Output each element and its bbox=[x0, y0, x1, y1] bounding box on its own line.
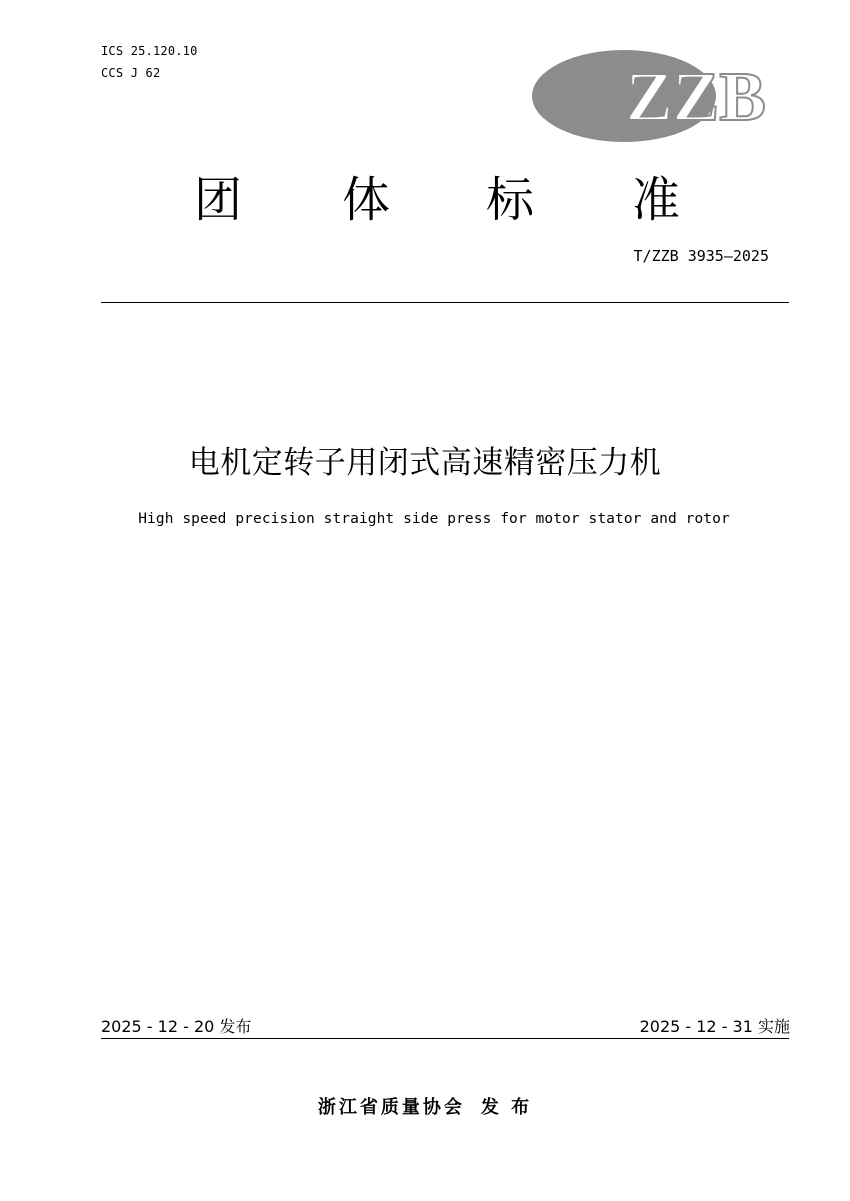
zzb-logo bbox=[530, 44, 770, 144]
standard-type-char-2: 体 bbox=[341, 172, 390, 228]
publish-action: 发 布 bbox=[480, 1097, 533, 1118]
publisher-line bbox=[0, 1095, 850, 1121]
ics-code: ICS 25.120.10 bbox=[101, 44, 198, 58]
standard-number: T/ZZB 3935—2025 bbox=[633, 247, 769, 265]
title-english: High speed precision straight side press for motor stator and rotor bbox=[138, 511, 730, 527]
footer-divider bbox=[101, 1038, 789, 1039]
publisher-name: 浙江省质量协会 bbox=[317, 1097, 465, 1118]
standard-type-char-1: 团 bbox=[193, 172, 242, 228]
standard-type-char-3: 标 bbox=[485, 172, 534, 228]
standard-type-char-4: 准 bbox=[631, 172, 680, 228]
header-divider bbox=[101, 302, 789, 303]
implementation-date: 2025 - 12 - 31 实施 bbox=[639, 1017, 790, 1036]
logo-text: ZZB bbox=[625, 59, 766, 136]
title-chinese: 电机定转子用闭式高速精密压力机 bbox=[188, 445, 662, 481]
standard-type bbox=[0, 168, 850, 232]
ccs-code: CCS J 62 bbox=[101, 66, 161, 80]
publish-date: 2025 - 12 - 20 发布 bbox=[101, 1017, 252, 1036]
